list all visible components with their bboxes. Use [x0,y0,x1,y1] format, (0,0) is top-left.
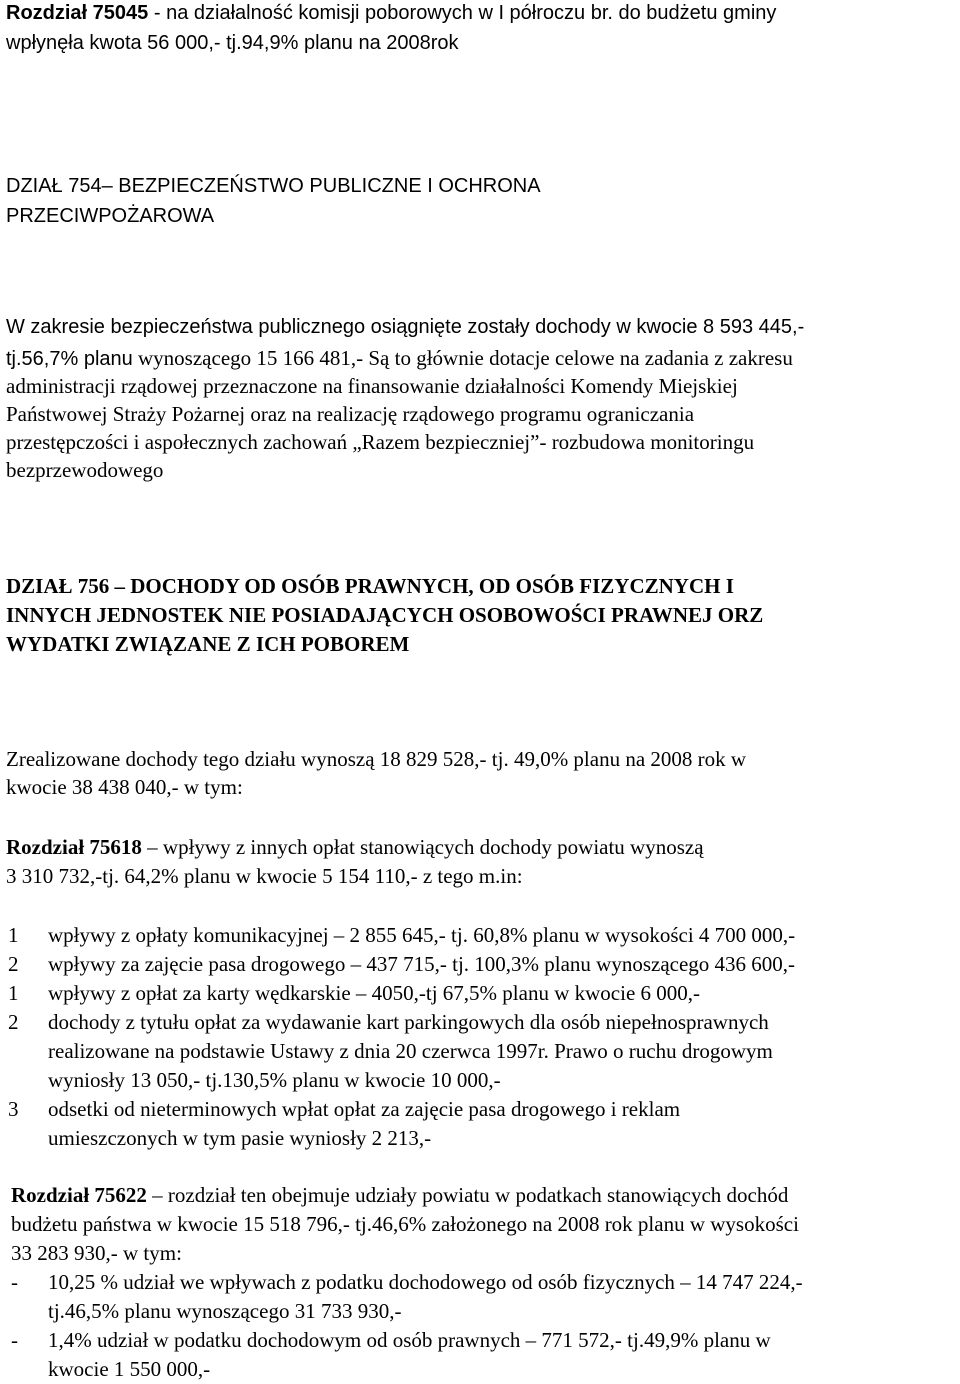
rozdzial-75622-line3: 33 283 930,- w tym: [11,1241,182,1265]
rozdzial-75622-line1: Rozdział 75622 – rozdział ten obejmuje udziały powiatu w podatkach stanowiących dochód [11,1183,789,1207]
dzial-754-text-line3: administracji rządowej przeznaczone na finansowanie działalności Komendy Miejskiej [6,374,738,398]
dzial-754-title-line1: DZIAŁ 754– BEZPIECZEŃSTWO PUBLICZNE I OCHRONA [6,175,541,197]
rozdzial-75045-heading: Rozdział 75045 [6,2,149,24]
rozdzial-75618-line2: 3 310 732,-tj. 64,2% planu w kwocie 5 154 110,- z tego m.in: [6,864,523,888]
dzial-754-text-line2: tj.56,7% planu wynoszącego 15 166 481,- Są to głównie dotacje celowe na zadania z zakresu [6,346,793,370]
dzial-756-title-line3: WYDATKI ZWIĄZANE Z ICH POBOREM [6,632,410,656]
dzial-756-summary-line1: Zrealizowane dochody tego działu wynoszą 18 829 528,- tj. 49,0% planu na 2008 rok w [6,747,747,771]
dzial-754-text-line6: bezprzewodowego [6,458,164,482]
rozdzial-75618-heading: Rozdział 75618 [6,835,142,859]
dzial-754-text-line4: Państwowej Straży Pożarnej oraz na realizację rządowego programu ograniczania [6,402,695,426]
rozdzial-75618-line1: Rozdział 75618 – wpływy z innych opłat stanowiących dochody powiatu wynoszą [6,835,704,859]
dzial-756-title-line2: INNYCH JEDNOSTEK NIE POSIADAJĄCYCH OSOBOWOŚCI PRAWNEJ ORZ [6,603,764,627]
dzial-756-title-line1: DZIAŁ 756 – DOCHODY OD OSÓB PRAWNYCH, OD OSÓB FIZYCZNYCH I [6,574,734,598]
rozdzial-75045-line1: Rozdział 75045 - na działalność komisji poborowych w I półroczu br. do budżetu gminy [6,2,777,24]
rozdzial-75622-line2: budżetu państwa w kwocie 15 518 796,- tj.46,6% założonego na 2008 rok planu w wysokości [11,1212,799,1236]
dzial-754-text-line5: przestępczości i aspołecznych zachowań „Razem bezpieczniej”- rozbudowa monitoringu [6,430,755,454]
dzial-754-title-line2: PRZECIWPOŻAROWA [6,205,215,227]
dzial-754-text-line1: W zakresie bezpieczeństwa publicznego osiągnięte zostały dochody w kwocie 8 593 445,- [6,316,805,338]
rozdzial-75622-heading: Rozdział 75622 [11,1183,147,1207]
rozdzial-75045-line2: wpłynęła kwota 56 000,- tj.94,9% planu na 2008rok [6,32,459,54]
dzial-756-summary-line2: kwocie 38 438 040,- w tym: [6,775,243,799]
